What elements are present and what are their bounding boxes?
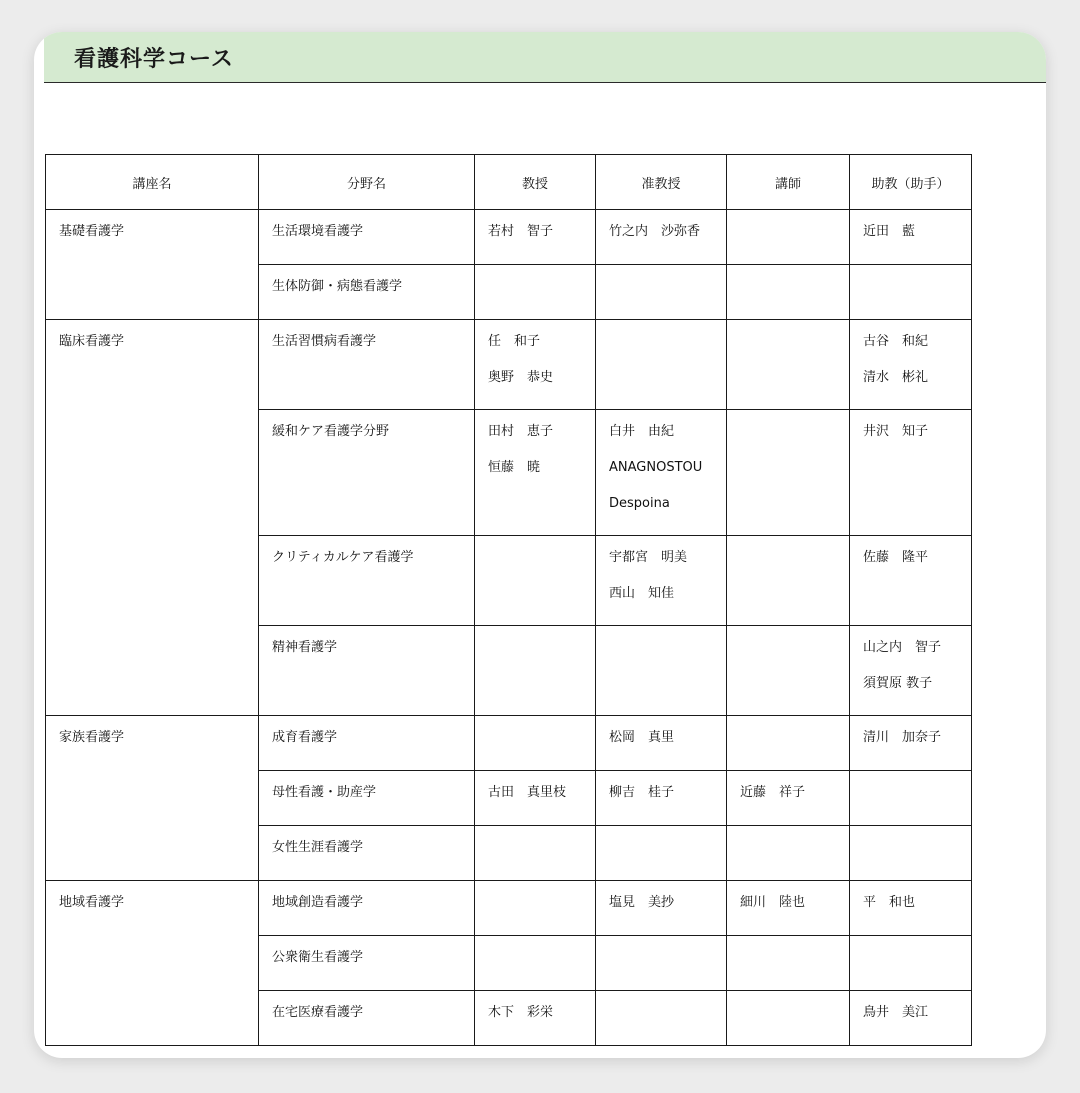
field-name: 女性生涯看護学 xyxy=(272,840,364,855)
lecturer-cell xyxy=(727,991,850,1046)
dept-name: 家族看護学 xyxy=(59,730,125,745)
assistant-cell xyxy=(850,410,972,536)
person-name: 西山 知佳 xyxy=(609,586,675,601)
person-name: 近田 藍 xyxy=(863,224,916,239)
person-name: 木下 彩栄 xyxy=(488,1005,554,1020)
person-name: 細川 陸也 xyxy=(740,895,806,910)
person-name: 古谷 和紀 xyxy=(863,334,929,349)
person-name: 柳吉 桂子 xyxy=(609,785,675,800)
field-cell xyxy=(259,626,475,716)
person-name: 佐藤 隆平 xyxy=(863,550,929,565)
person-name: 塩見 美抄 xyxy=(609,895,675,910)
professor-cell xyxy=(475,991,596,1046)
person-name: 古田 真里枝 xyxy=(488,785,567,800)
person-name: 白井 由紀 xyxy=(609,424,675,439)
professor-cell xyxy=(475,626,596,716)
associate-cell xyxy=(596,991,727,1046)
assistant-cell xyxy=(850,626,972,716)
field-name: 地域創造看護学 xyxy=(272,895,364,910)
assistant-cell xyxy=(850,881,972,936)
person-name: 若村 智子 xyxy=(488,224,554,239)
lecturer-cell xyxy=(727,210,850,265)
dept-name: 臨床看護学 xyxy=(59,334,125,349)
person-name: 鳥井 美江 xyxy=(863,1005,929,1020)
lecturer-cell xyxy=(727,410,850,536)
person-name: 井沢 知子 xyxy=(863,424,929,439)
professor-cell xyxy=(475,320,596,410)
associate-cell xyxy=(596,410,727,536)
person-name: 任 和子 xyxy=(488,334,541,349)
person-name: 山之内 智子 xyxy=(863,640,942,655)
person-name: 奥野 恭史 xyxy=(488,370,554,385)
assistant-cell xyxy=(850,536,972,626)
assistant-cell xyxy=(850,716,972,771)
person-name: 清水 彬礼 xyxy=(863,370,929,385)
field-cell xyxy=(259,991,475,1046)
course-title: 看護科学コース xyxy=(74,47,234,72)
associate-cell xyxy=(596,265,727,320)
field-cell xyxy=(259,536,475,626)
associate-cell xyxy=(596,210,727,265)
person-name: 清川 加奈子 xyxy=(863,730,942,745)
person-name: 平 和也 xyxy=(863,895,916,910)
header-lecturer: 講師 xyxy=(727,155,850,210)
field-cell xyxy=(259,320,475,410)
header-field: 分野名 xyxy=(259,155,475,210)
field-name: 公衆衛生看護学 xyxy=(272,950,364,965)
lecturer-cell xyxy=(727,771,850,826)
assistant-cell xyxy=(850,210,972,265)
header-assistant-professor: 助教（助手） xyxy=(850,155,972,210)
field-name: 生活環境看護学 xyxy=(272,224,364,239)
field-name: 成育看護学 xyxy=(272,730,338,745)
assistant-cell xyxy=(850,771,972,826)
assistant-cell xyxy=(850,320,972,410)
person-name: 竹之内 沙弥香 xyxy=(609,224,701,239)
header-associate-professor: 准教授 xyxy=(596,155,727,210)
field-name: 精神看護学 xyxy=(272,640,338,655)
dept-cell xyxy=(46,320,259,716)
header-professor: 教授 xyxy=(475,155,596,210)
professor-cell xyxy=(475,536,596,626)
lecturer-cell xyxy=(727,936,850,991)
lecturer-cell xyxy=(727,626,850,716)
professor-cell xyxy=(475,210,596,265)
associate-cell xyxy=(596,536,727,626)
field-name: 生体防御・病態看護学 xyxy=(272,279,403,294)
lecturer-cell xyxy=(727,536,850,626)
person-name: ANAGNOSTOU xyxy=(609,460,703,475)
course-card xyxy=(34,32,1046,1058)
lecturer-cell xyxy=(727,320,850,410)
field-name: 母性看護・助産学 xyxy=(272,785,377,800)
person-name: 須賀原 教子 xyxy=(863,676,933,691)
table-row xyxy=(46,210,972,265)
course-header xyxy=(44,32,1046,83)
associate-cell xyxy=(596,626,727,716)
lecturer-cell xyxy=(727,881,850,936)
associate-cell xyxy=(596,320,727,410)
field-name: 緩和ケア看護学分野 xyxy=(272,424,390,439)
person-name: 田村 恵子 xyxy=(488,424,554,439)
person-name: 宇都宮 明美 xyxy=(609,550,688,565)
field-name: 生活習慣病看護学 xyxy=(272,334,377,349)
assistant-cell xyxy=(850,991,972,1046)
professor-cell xyxy=(475,881,596,936)
associate-cell xyxy=(596,881,727,936)
table-row xyxy=(46,881,972,936)
field-cell xyxy=(259,410,475,536)
person-name: 松岡 真里 xyxy=(609,730,675,745)
professor-cell xyxy=(475,410,596,536)
dept-cell xyxy=(46,210,259,320)
field-name: クリティカルケア看護学 xyxy=(272,550,414,565)
person-name: Despoina xyxy=(609,496,670,511)
professor-cell xyxy=(475,771,596,826)
person-name: 近藤 祥子 xyxy=(740,785,806,800)
associate-cell xyxy=(596,771,727,826)
person-name: 恒藤 暁 xyxy=(488,460,541,475)
dept-name: 基礎看護学 xyxy=(59,224,125,239)
table-row xyxy=(46,320,972,410)
dept-cell xyxy=(46,881,259,1046)
header-dept: 講座名 xyxy=(46,155,259,210)
associate-cell xyxy=(596,936,727,991)
dept-name: 地域看護学 xyxy=(59,895,125,910)
professor-cell xyxy=(475,826,596,881)
dept-cell xyxy=(46,716,259,881)
faculty-table xyxy=(45,154,972,1046)
field-name: 在宅医療看護学 xyxy=(272,1005,364,1020)
lecturer-cell xyxy=(727,265,850,320)
